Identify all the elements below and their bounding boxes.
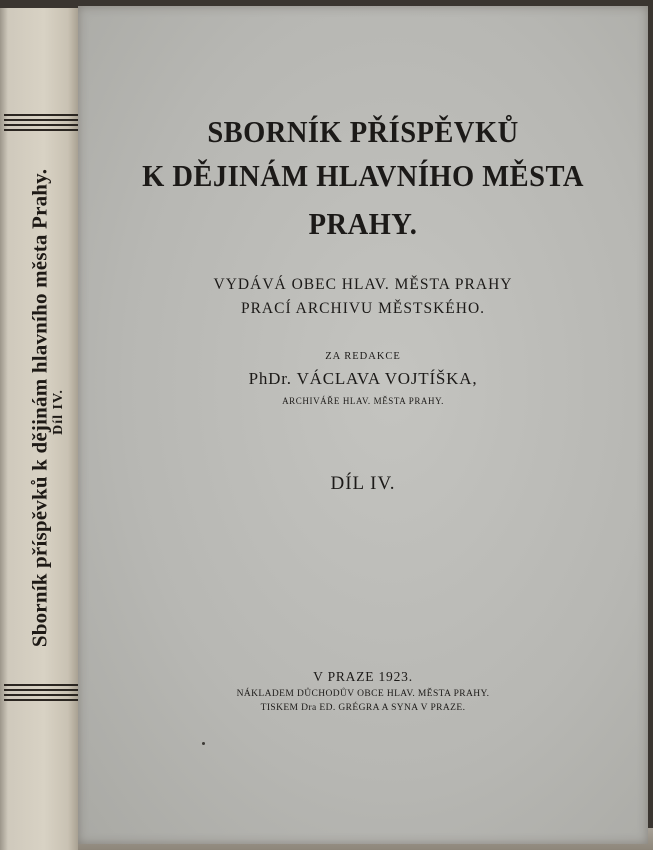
- spine-rules-bottom: [4, 684, 78, 704]
- editor-intro: ZA REDAKCE: [325, 351, 401, 362]
- imprint-line-1: NÁKLADEM DŮCHODŮV OBCE HLAV. MĚSTA PRAHY.: [236, 689, 490, 699]
- spine-title: Sborník příspěvků k dějinám hlavního města Prahy.: [27, 168, 52, 648]
- cover-title-line-3: PRAHY.: [308, 206, 418, 241]
- editor-name: PhDr. VÁCLAVA VOJTÍŠKA,: [248, 369, 478, 388]
- paper-speck: [202, 742, 205, 745]
- volume-label: DÍL IV.: [330, 473, 396, 494]
- spine-rules-top: [4, 114, 78, 134]
- publisher-line-2: PRACÍ ARCHIVU MĚSTSKÉHO.: [240, 300, 486, 317]
- imprint-line-2: TISKEM Dra ED. GRÉGRA A SYNA V PRAZE.: [260, 703, 466, 713]
- publisher-line-1: VYDÁVÁ OBEC HLAV. MĚSTA PRAHY: [213, 276, 513, 293]
- imprint-place: V PRAZE 1923.: [313, 669, 413, 684]
- spine-volume: Díl IV.: [51, 389, 66, 435]
- editor-role: ARCHIVÁŘE HLAV. MĚSTA PRAHY.: [282, 396, 444, 406]
- book-spine: [0, 8, 80, 850]
- cover-title-line-2: K DĚJINÁM HLAVNÍHO MĚSTA: [142, 158, 584, 193]
- cover-title-line-1: SBORNÍK PŘÍSPĚVKŮ: [207, 114, 519, 149]
- front-cover: [78, 6, 648, 844]
